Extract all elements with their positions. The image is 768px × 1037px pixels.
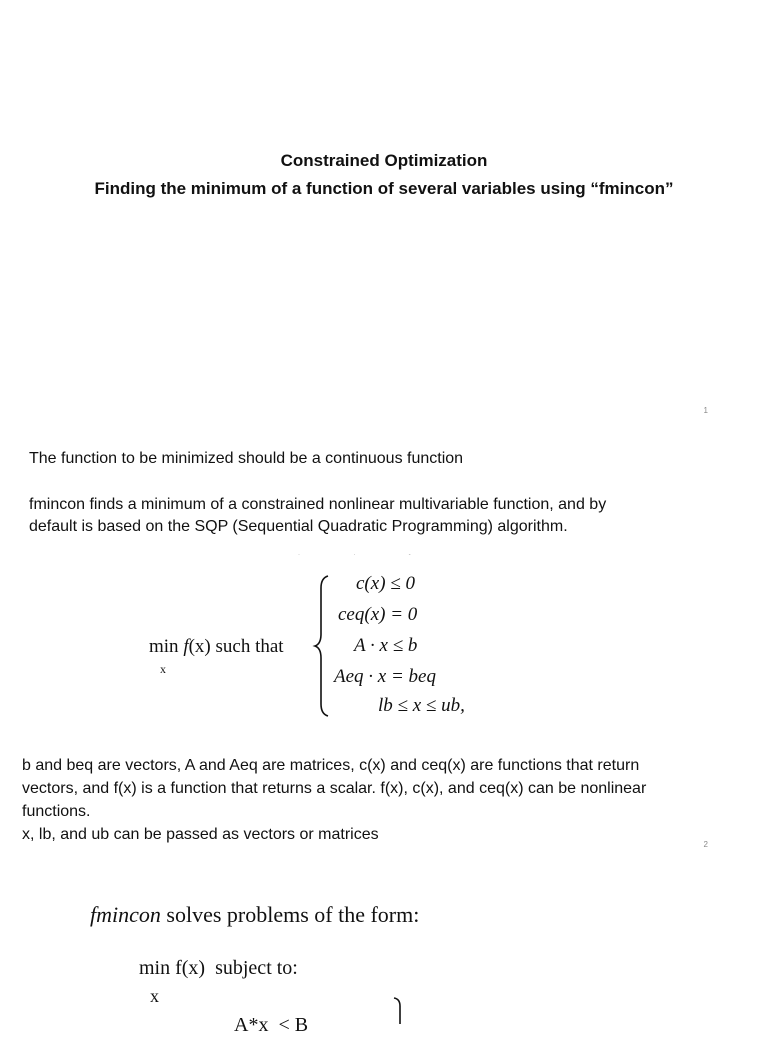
page-number: 1: [703, 406, 708, 415]
slide-title: Constrained Optimization: [280, 151, 488, 170]
paragraph-definitions-line3: functions.: [22, 803, 91, 820]
min-subject-to: min f(x) subject to:: [139, 957, 298, 979]
function-f: f: [183, 636, 189, 657]
constraint-nonlinear-equality: ceq(x) = 0: [338, 604, 418, 625]
such-that: such that: [215, 636, 284, 657]
paragraph-fmincon-line2: default is based on the SQP (Sequential Quadratic Programming) algorithm.: [29, 518, 568, 535]
scan-dots: · · -: [298, 552, 411, 558]
paragraph-definitions-line2: vectors, and f(x) is a function that returns a scalar. f(x), c(x), and ceq(x) can be nonlinear: [22, 780, 647, 797]
constraint-linear-inequality: A · x ≤ b: [354, 635, 418, 656]
constraint-linear-equality: Aeq · x = beq: [334, 666, 436, 687]
right-brace-top: [392, 996, 406, 1024]
heading-rest: solves problems of the form:: [160, 902, 420, 927]
constraint-nonlinear-inequality: c(x) ≤ 0: [356, 573, 415, 594]
paragraph-definitions-line1: b and beq are vectors, A and Aeq are matrices, c(x) and ceq(x) are functions that return: [22, 757, 640, 774]
paragraph-fmincon-line1: fmincon finds a minimum of a constrained nonlinear multivariable function, and by: [29, 496, 607, 513]
function-args: (x): [188, 636, 211, 657]
min-operator: min: [149, 636, 179, 657]
constraint-bounds: lb ≤ x ≤ ub,: [378, 695, 465, 716]
paragraph-vectors: x, lb, and ub can be passed as vectors or matrices: [22, 826, 379, 843]
left-brace: [312, 574, 332, 718]
partial-constraint: A*x < B: [234, 1014, 309, 1036]
min-subscript-x: x: [150, 986, 159, 1006]
objective: [149, 636, 284, 658]
fmincon-name: fmincon: [90, 902, 161, 927]
slide-3-heading: [90, 902, 419, 928]
slide-subtitle: Finding the minimum of a function of several variables using “fmincon”: [94, 179, 674, 198]
min-subscript: x: [160, 662, 166, 676]
page-number: 2: [703, 840, 708, 849]
paragraph-continuous: The function to be minimized should be a continuous function: [29, 450, 464, 467]
